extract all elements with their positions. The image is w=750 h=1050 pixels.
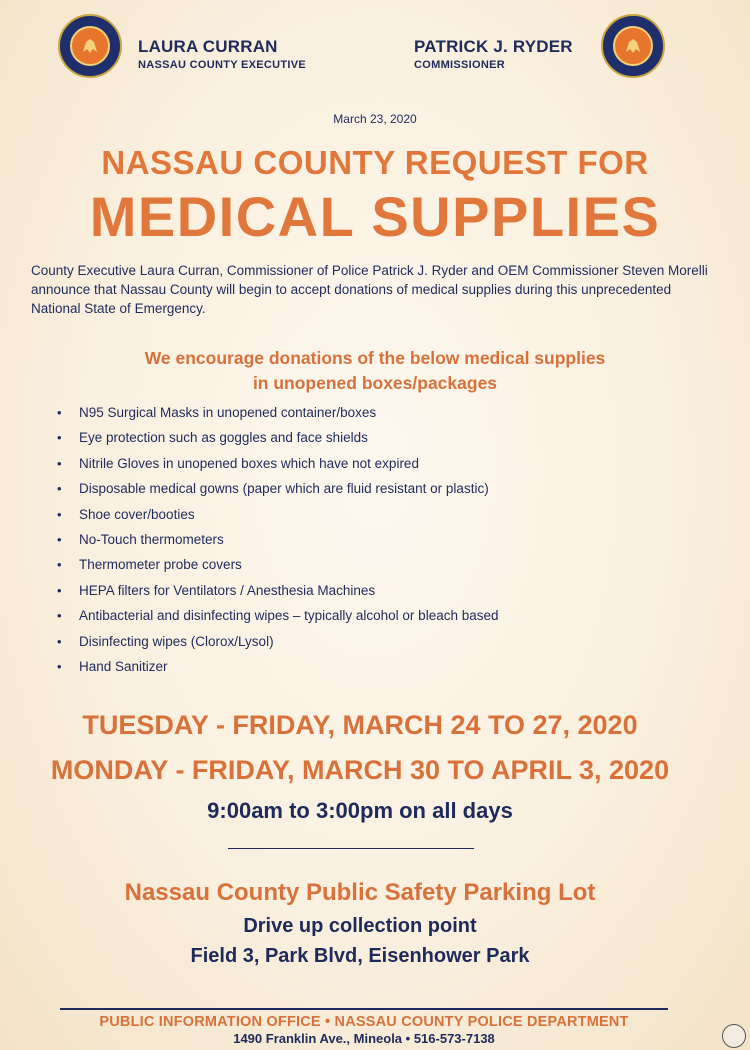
police-department-seal-icon — [601, 14, 665, 78]
supplies-list — [55, 403, 499, 682]
supply-label: HEPA filters for Ventilators / Anesthesia Machines — [79, 582, 376, 598]
list-item — [55, 454, 499, 479]
county-executive-title: NASSAU COUNTY EXECUTIVE — [138, 59, 307, 71]
bullet-icon: • — [57, 557, 62, 573]
supply-label: Disinfecting wipes (Clorox/Lysol) — [79, 633, 274, 649]
list-item — [55, 530, 499, 555]
commissioner-name: PATRICK J. RYDER — [414, 37, 573, 56]
bullet-icon: • — [57, 455, 62, 471]
commissioner-block — [414, 37, 573, 71]
list-item — [55, 403, 499, 428]
flyer-title-line1: NASSAU COUNTY REQUEST FOR — [101, 144, 649, 181]
list-item — [55, 555, 499, 580]
flyer-date: March 23, 2020 — [333, 112, 417, 126]
bullet-icon: • — [57, 430, 62, 446]
supply-label: Eye protection such as goggles and face shields — [79, 430, 368, 446]
schedule-line1: TUESDAY - FRIDAY, MARCH 24 TO 27, 2020 — [82, 710, 638, 740]
county-executive-block — [138, 37, 306, 71]
nassau-county-seal-icon — [58, 14, 122, 78]
bullet-icon: • — [57, 658, 62, 674]
bullet-icon: • — [57, 506, 62, 522]
lion-emblem-icon — [77, 33, 103, 59]
list-item — [55, 606, 499, 631]
hours-text: 9:00am to 3:00pm on all days — [207, 798, 513, 823]
bullet-icon: • — [57, 481, 62, 497]
supply-label: Antibacterial and disinfecting wipes – typically alcohol or bleach based — [79, 608, 499, 624]
footer-divider — [60, 1008, 668, 1010]
bullet-icon: • — [57, 608, 62, 624]
lion-emblem-icon — [620, 33, 646, 59]
corner-logo-icon — [722, 1024, 746, 1048]
supply-label: Thermometer probe covers — [79, 557, 242, 573]
location-note: Drive up collection point — [243, 915, 477, 937]
county-executive-name: LAURA CURRAN — [138, 37, 278, 56]
supply-label: Shoe cover/booties — [79, 506, 195, 522]
bullet-icon: • — [57, 531, 62, 547]
commissioner-title: COMMISSIONER — [414, 59, 505, 71]
footer-office: PUBLIC INFORMATION OFFICE • NASSAU COUNTY POLICE DEPARTMENT — [99, 1014, 629, 1030]
section-divider — [228, 848, 474, 849]
list-item — [55, 581, 499, 606]
list-item — [55, 505, 499, 530]
list-item — [55, 632, 499, 657]
encourage-line1: We encourage donations of the below medical supplies — [144, 348, 606, 368]
encourage-line2: in unopened boxes/packages — [252, 373, 498, 393]
flyer-title-line2: MEDICAL SUPPLIES — [89, 185, 661, 248]
footer-address: 1490 Franklin Ave., Mineola • 516-573-7138 — [233, 1031, 495, 1046]
location-address: Field 3, Park Blvd, Eisenhower Park — [190, 945, 530, 967]
bullet-icon: • — [57, 633, 62, 649]
bullet-icon: • — [57, 405, 62, 420]
supply-label: No-Touch thermometers — [79, 531, 224, 547]
supply-label: Nitrile Gloves in unopened boxes which have not expired — [79, 455, 419, 471]
intro-paragraph: County Executive Laura Curran, Commissioner of Police Patrick J. Ryder and OEM Commissioner Steven Morelli announce that Nassau County will begin to accept donations of medical supplies during this unprecedented National State of Emergency. — [31, 263, 708, 316]
list-item — [55, 428, 499, 453]
schedule-line2: MONDAY - FRIDAY, MARCH 30 TO APRIL 3, 2020 — [50, 755, 670, 785]
list-item — [55, 479, 499, 504]
encourage-heading — [0, 346, 750, 396]
supply-label: N95 Surgical Masks in unopened container/boxes — [79, 405, 377, 420]
supply-label: Disposable medical gowns (paper which are fluid resistant or plastic) — [79, 481, 489, 497]
bullet-icon: • — [57, 582, 62, 598]
supply-label: Hand Sanitizer — [79, 658, 168, 674]
location-name: Nassau County Public Safety Parking Lot — [124, 879, 596, 906]
list-item — [55, 657, 499, 682]
